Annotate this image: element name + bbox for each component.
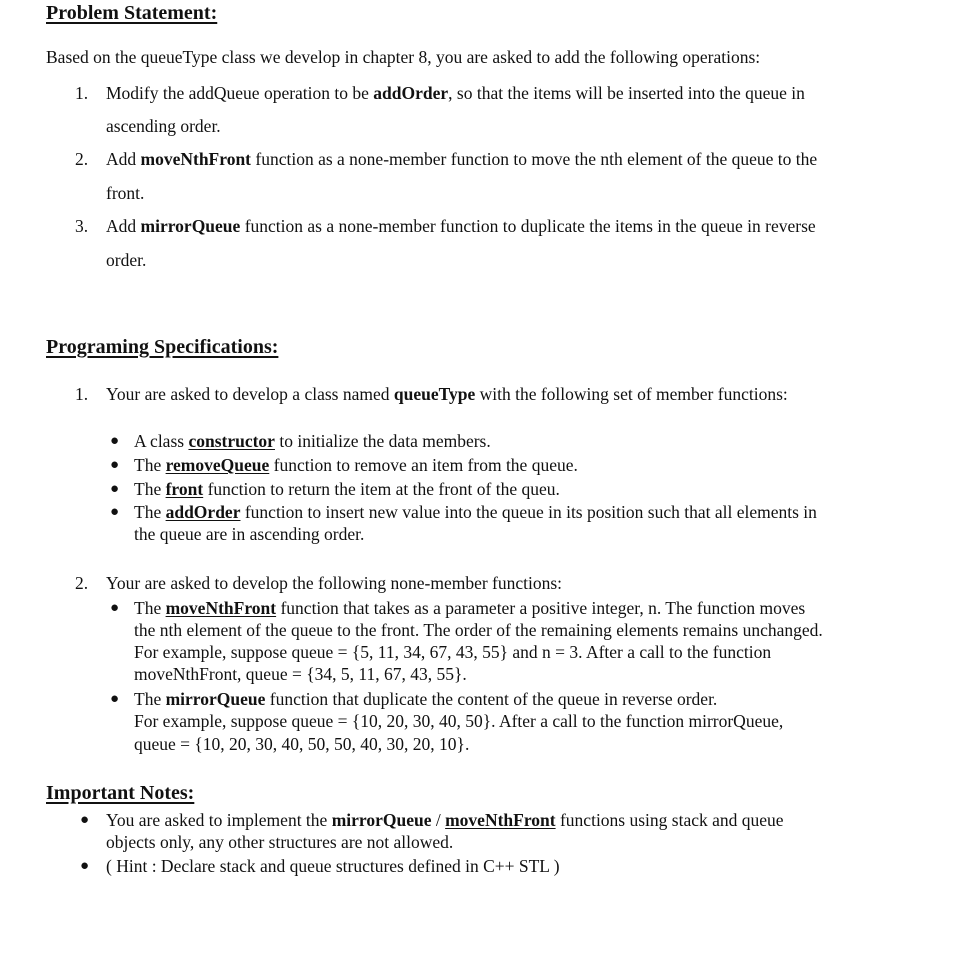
list-item: The moveNthFront function that takes as a parameter a positive integer, n. The function moves (134, 598, 806, 618)
list-number: 2. (75, 149, 89, 169)
list-item: Add moveNthFront function as a none-member function to move the nth element of the queue to the (106, 149, 818, 169)
list-item-continuation: For example, suppose queue = {5, 11, 34, 67, 43, 55} and n = 3. After a call to the function (134, 642, 772, 662)
list-item: You are asked to implement the mirrorQueue / moveNthFront functions using stack and queue (106, 810, 784, 830)
list-item: ( Hint : Declare stack and queue structures defined in C++ STL ) (106, 856, 560, 876)
problem-intro: Based on the queueType class we develop in chapter 8, you are asked to add the following operations: (46, 47, 761, 67)
bullet-icon: ● (110, 504, 120, 520)
list-item: The addOrder function to insert new value into the queue in its position such that all elements in (134, 502, 817, 522)
list-item-continuation: the nth element of the queue to the front. The order of the remaining elements remains unchanged. (134, 620, 823, 640)
list-item-continuation: objects only, any other structures are not allowed. (106, 832, 454, 852)
specs-heading: Programing Specifications: (46, 336, 279, 358)
list-item-continuation: front. (106, 183, 145, 203)
bullet-icon: ● (110, 691, 120, 707)
bullet-icon: ● (110, 457, 120, 473)
list-item: The front function to return the item at the front of the queu. (134, 479, 560, 499)
notes-heading: Important Notes: (46, 782, 195, 804)
specs-item-2: Your are asked to develop the following none-member functions: (106, 573, 563, 593)
list-item-continuation: For example, suppose queue = {10, 20, 30, 40, 50}. After a call to the function mirrorQueue, (134, 711, 784, 731)
list-item: A class constructor to initialize the data members. (134, 431, 491, 451)
list-item-continuation: ascending order. (106, 116, 221, 136)
list-item: Add mirrorQueue function as a none-member function to duplicate the items in the queue in reverse (106, 216, 816, 236)
list-item: The removeQueue function to remove an item from the queue. (134, 455, 578, 475)
specs-item-1: Your are asked to develop a class named queueType with the following set of member functions: (106, 384, 788, 404)
list-item: Modify the addQueue operation to be addOrder, so that the items will be inserted into the queue in (106, 83, 805, 103)
bullet-icon: ● (110, 433, 120, 449)
list-item-continuation: the queue are in ascending order. (134, 524, 365, 544)
bullet-icon: ● (80, 858, 90, 874)
bullet-icon: ● (110, 481, 120, 497)
problem-statement-heading: Problem Statement: (46, 2, 218, 24)
list-number: 1. (75, 384, 89, 404)
bullet-icon: ● (80, 812, 90, 828)
list-item-continuation: moveNthFront, queue = {34, 5, 11, 67, 43, 55}. (134, 664, 467, 684)
list-item-continuation: order. (106, 250, 147, 270)
list-number: 1. (75, 83, 89, 103)
list-number: 3. (75, 216, 89, 236)
list-number: 2. (75, 573, 89, 593)
list-item-continuation: queue = {10, 20, 30, 40, 50, 50, 40, 30, 20, 10}. (134, 734, 470, 754)
bullet-icon: ● (110, 600, 120, 616)
list-item: The mirrorQueue function that duplicate the content of the queue in reverse order. (134, 689, 718, 709)
